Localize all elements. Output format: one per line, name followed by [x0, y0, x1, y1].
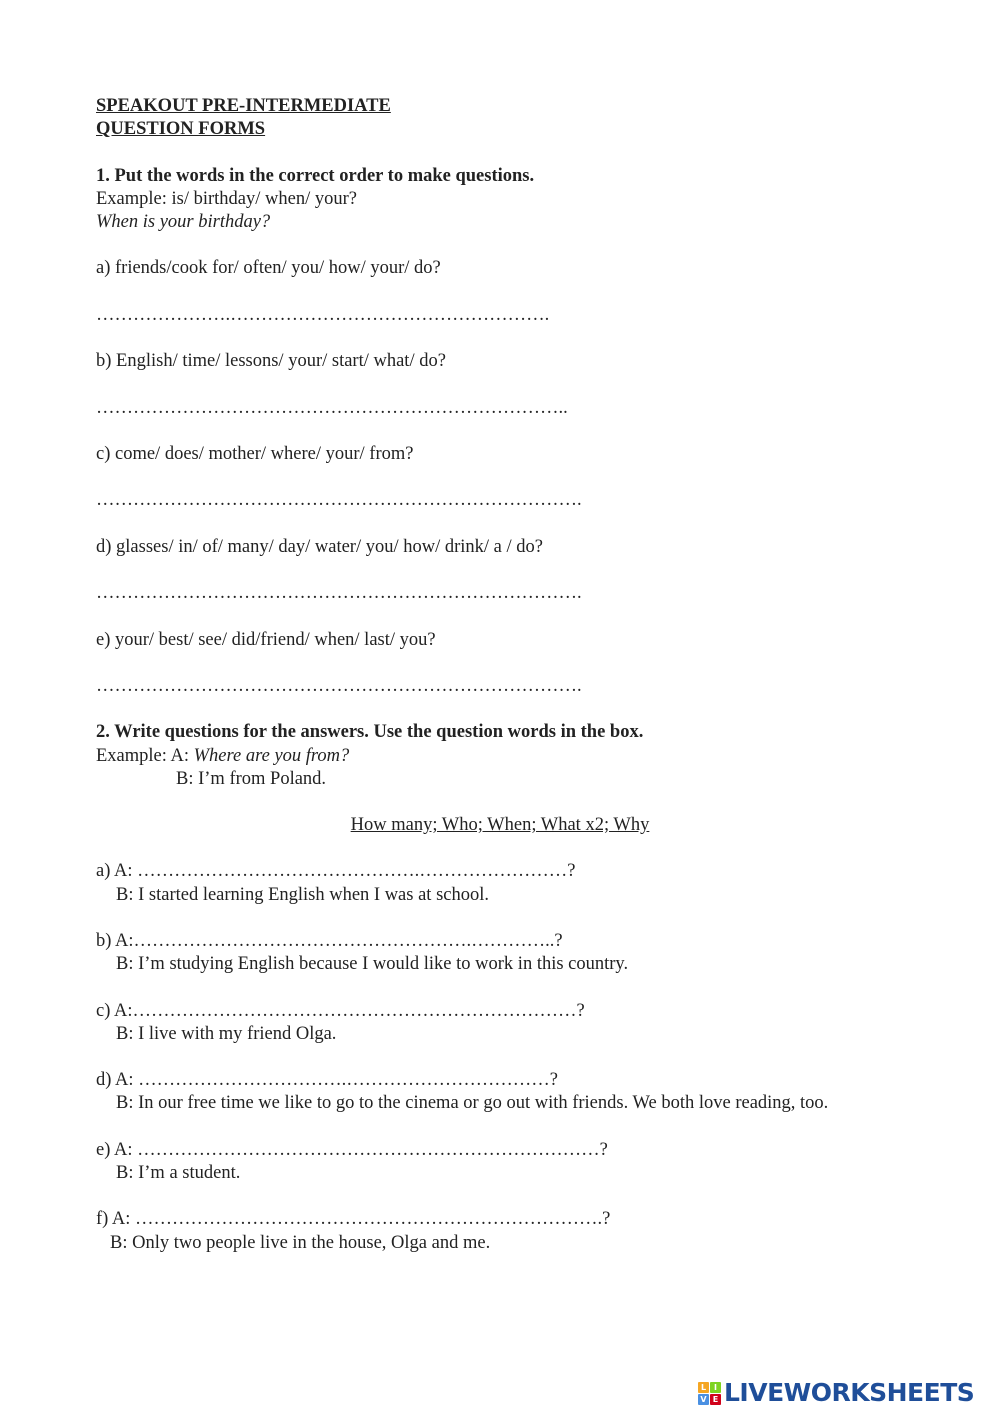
logo-tile-l: L — [698, 1382, 709, 1393]
exercise2-instruction: 2. Write questions for the answers. Use the question words in the box. — [96, 722, 644, 743]
answer-line[interactable]: ………………………………………………………………….. — [96, 397, 568, 418]
exercise1-prompt: e) your/ best/ see/ did/friend/ when/ last/ you? — [96, 629, 436, 650]
question-line[interactable]: e) A: …………………………………………………………………? — [96, 1139, 608, 1160]
page-title: SPEAKOUT PRE-INTERMEDIATE — [96, 96, 391, 116]
exercise2-example-b: B: I’m from Poland. — [176, 768, 327, 789]
exercise2-example-a — [96, 745, 916, 768]
question-line[interactable]: a) A: ……………………………………….……………………? — [96, 861, 576, 882]
exercise1-example-answer: When is your birthday? — [96, 212, 271, 232]
answer-line[interactable]: ……………………………………………………………………. — [96, 583, 582, 604]
answer-text: B: I started learning English when I was at school. — [116, 884, 489, 905]
question-words: How many; Who; When; What x2; Why — [350, 815, 650, 836]
question-line[interactable]: f) A: ………………………………………………………………….? — [96, 1209, 611, 1230]
exercise1-prompt: b) English/ time/ lessons/ your/ start/ what/ do? — [96, 351, 446, 372]
exercise1-item-e — [96, 629, 916, 722]
exercise2-item-c — [96, 1000, 916, 1070]
exercise2-item-d — [96, 1069, 916, 1139]
exercise1-prompt: c) come/ does/ mother/ where/ your/ from? — [96, 443, 414, 464]
answer-line[interactable]: ………………….……………………………………………. — [96, 304, 550, 325]
exercise2-item-b — [96, 930, 916, 1000]
logo-tile-e: E — [710, 1394, 721, 1405]
exercise1-prompt: a) friends/cook for/ often/ you/ how/ your/ do? — [96, 258, 441, 279]
exercise2-item-e — [96, 1139, 916, 1209]
answer-text: B: I live with my friend Olga. — [116, 1023, 337, 1044]
question-words-box — [96, 814, 904, 837]
answer-text: B: Only two people live in the house, Olga and me. — [110, 1232, 491, 1253]
worksheet-page — [96, 95, 916, 1255]
example-a-question: Where are you from? — [193, 745, 350, 766]
liveworksheets-footer[interactable] — [698, 1380, 974, 1406]
exercise1-item-d — [96, 536, 916, 629]
answer-text: B: I’m studying English because I would like to work in this country. — [116, 954, 629, 975]
question-line[interactable]: c) A:………………………………………………………………? — [96, 1000, 585, 1021]
answer-line[interactable]: ……………………………………………………………………. — [96, 490, 582, 511]
exercise1-item-a — [96, 257, 916, 350]
example-a-label: Example: A: — [96, 745, 194, 766]
question-line[interactable]: b) A:……………………………………………….…………..? — [96, 931, 563, 952]
page-subtitle: QUESTION FORMS — [96, 119, 266, 140]
exercise1-example-prompt: Example: is/ birthday/ when/ your? — [96, 188, 357, 209]
answer-line[interactable]: ……………………………………………………………………. — [96, 675, 582, 696]
exercise1-instruction: 1. Put the words in the correct order to make questions. — [96, 165, 535, 186]
logo-tile-v: V — [698, 1394, 709, 1405]
exercise2-item-f — [96, 1208, 916, 1254]
brand-name: LIVEWORKSHEETS — [724, 1378, 975, 1407]
exercise1-prompt: d) glasses/ in/ of/ many/ day/ water/ you/ how/ drink/ a / do? — [96, 536, 543, 557]
exercise1-item-c — [96, 443, 916, 536]
exercise2-item-a — [96, 860, 916, 930]
answer-text: B: In our free time we like to go to the cinema or go out with friends. We both love reading, too. — [116, 1093, 829, 1114]
answer-text: B: I’m a student. — [116, 1163, 241, 1184]
exercise1-item-b — [96, 350, 916, 443]
liveworksheets-logo-icon — [698, 1382, 721, 1405]
question-line[interactable]: d) A: …………………………….……………………………? — [96, 1070, 558, 1091]
logo-tile-i: I — [710, 1382, 721, 1393]
